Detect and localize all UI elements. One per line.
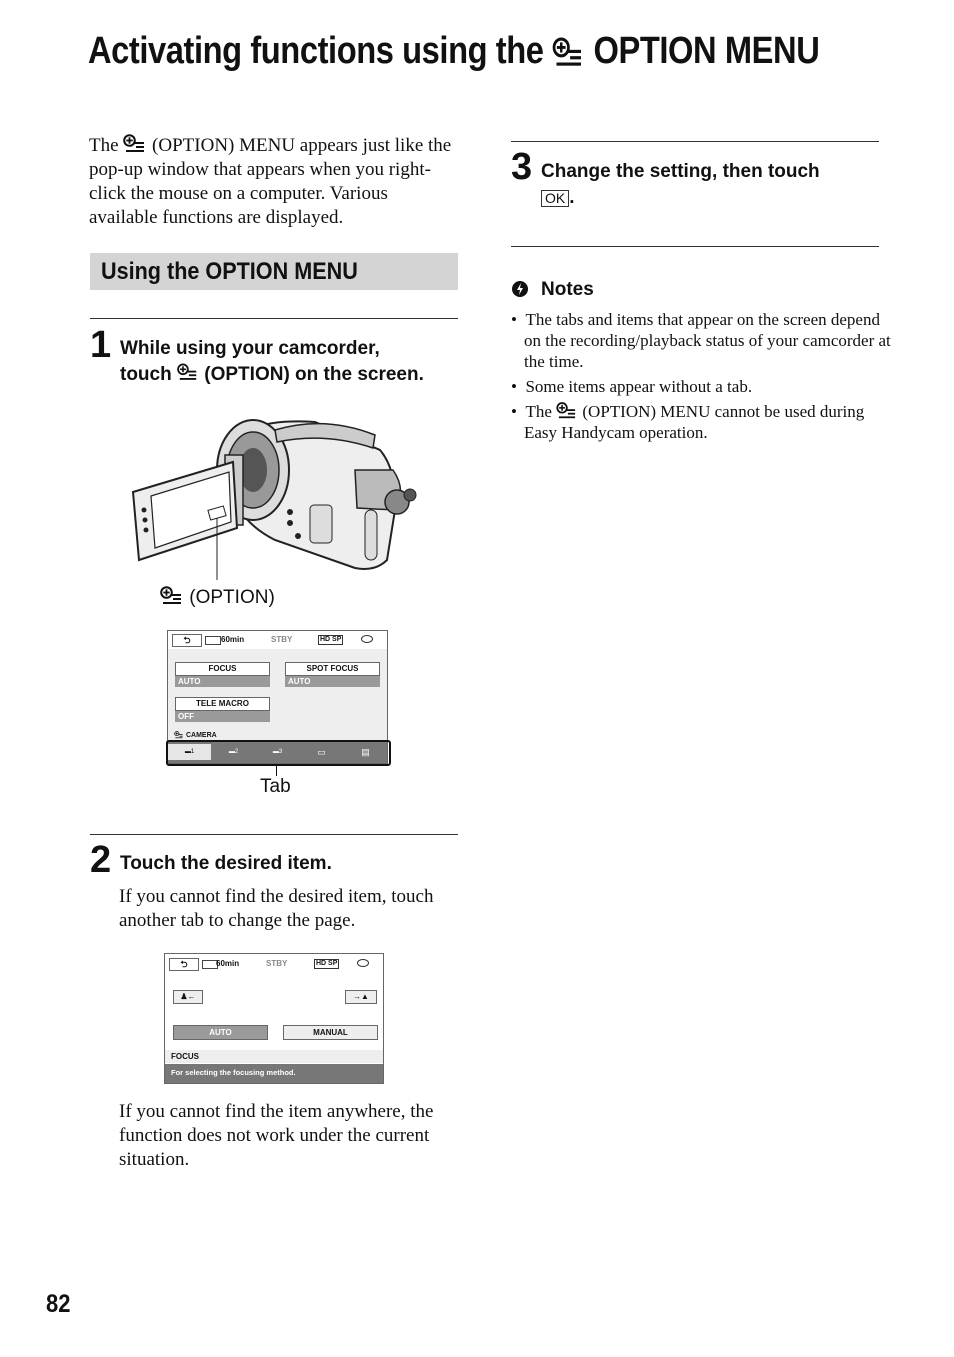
menu-category: CAMERA bbox=[174, 731, 217, 739]
intro-paragraph: The (OPTION) MENU appears just like the pop-up window that appears when you right-click the mouse on a computer. Various available functions are displayed. bbox=[89, 135, 452, 228]
step2-note: If you cannot find the item anywhere, the function does not work under the current situation. bbox=[119, 1101, 434, 1170]
battery-icon bbox=[205, 636, 221, 645]
mountain-far-icon: →▲ bbox=[353, 992, 369, 1001]
tab-camera-2[interactable]: ▬2 bbox=[228, 749, 239, 755]
notes-icon bbox=[511, 280, 529, 298]
step3-heading: Change the setting, then touch OK . bbox=[541, 161, 820, 208]
notes-list bbox=[511, 309, 894, 447]
step2-number: 2 bbox=[90, 839, 112, 881]
camera-tab-icon: ▬ bbox=[272, 749, 279, 755]
focus-setting-screen bbox=[164, 953, 384, 1084]
return-button[interactable] bbox=[169, 958, 199, 971]
option-icon bbox=[160, 586, 184, 606]
focus-near-button[interactable] bbox=[173, 990, 203, 1004]
quality-indicator: HD SP bbox=[320, 636, 342, 643]
remaining-time: 60min bbox=[221, 635, 245, 644]
step1-divider bbox=[90, 318, 458, 319]
notes-divider bbox=[511, 246, 879, 247]
option-callout: (OPTION) bbox=[160, 586, 275, 609]
option-icon bbox=[556, 402, 578, 420]
picture-tab-icon: ▭ bbox=[317, 747, 326, 757]
notes-heading: Notes bbox=[511, 279, 594, 301]
toolbox-tab-icon: ▤ bbox=[361, 747, 370, 757]
page-number: 82 bbox=[46, 1290, 71, 1318]
page-title: Activating functions using the OPTION MENU bbox=[88, 30, 820, 72]
section-heading: Using the OPTION MENU bbox=[90, 253, 458, 290]
note-item: • Some items appear without a tab. bbox=[511, 377, 753, 396]
step2-divider bbox=[90, 834, 458, 835]
step1-number: 1 bbox=[90, 324, 112, 366]
option-icon bbox=[177, 363, 199, 382]
option-icon bbox=[552, 36, 585, 70]
step3-divider bbox=[511, 141, 879, 142]
media-icon bbox=[361, 635, 373, 643]
person-near-icon: ♟← bbox=[180, 992, 196, 1001]
camcorder-illustration bbox=[125, 410, 425, 580]
camera-tab-icon: ▬ bbox=[184, 749, 191, 755]
option-icon bbox=[123, 134, 147, 154]
ok-button: OK bbox=[541, 190, 569, 207]
return-button[interactable] bbox=[172, 634, 202, 647]
recording-status: STBY bbox=[266, 959, 288, 968]
auto-button[interactable]: AUTO bbox=[173, 1025, 268, 1040]
note-item: • The (OPTION) MENU cannot be used during Easy Handycam operation. bbox=[511, 402, 865, 442]
return-icon: ⮌ bbox=[183, 635, 191, 645]
help-text: For selecting the focusing method. bbox=[165, 1064, 383, 1083]
tab-callout: Tab bbox=[260, 776, 291, 797]
tab-highlight bbox=[166, 740, 391, 766]
tab-camera-3[interactable]: ▬3 bbox=[272, 749, 283, 755]
step2-text: If you cannot find the desired item, touch another tab to change the page. bbox=[119, 886, 434, 931]
recording-status: STBY bbox=[271, 635, 293, 644]
return-icon: ⮌ bbox=[180, 959, 188, 969]
focus-far-button[interactable] bbox=[345, 990, 377, 1004]
step3-number: 3 bbox=[511, 146, 533, 188]
camera-tab-icon: ▬ bbox=[228, 749, 235, 755]
tab-camera-1[interactable]: ▬1 bbox=[168, 744, 211, 760]
option-icon bbox=[174, 731, 184, 739]
step1-heading: While using your camcorder, touch (OPTION) on the screen. bbox=[120, 338, 424, 385]
manual-button[interactable]: MANUAL bbox=[283, 1025, 378, 1040]
step2-heading: Touch the desired item. bbox=[120, 853, 332, 874]
tab-callout-line bbox=[276, 764, 277, 776]
item-name: FOCUS bbox=[165, 1050, 383, 1063]
media-icon bbox=[357, 959, 369, 967]
note-item: • The tabs and items that appear on the screen depend on the recording/playback status of your camcorder at the time. bbox=[511, 310, 891, 371]
quality-indicator: HD SP bbox=[316, 960, 338, 967]
option-menu-screen: ⮌ 60min STBY HD SP FOCUS AUTO SPOT FOCUS AUTO TELE MACRO OFF CAMERA ▬1 ▬2 ▬3 ▭ ▤ bbox=[167, 630, 388, 764]
remaining-time: 60min bbox=[216, 959, 240, 968]
